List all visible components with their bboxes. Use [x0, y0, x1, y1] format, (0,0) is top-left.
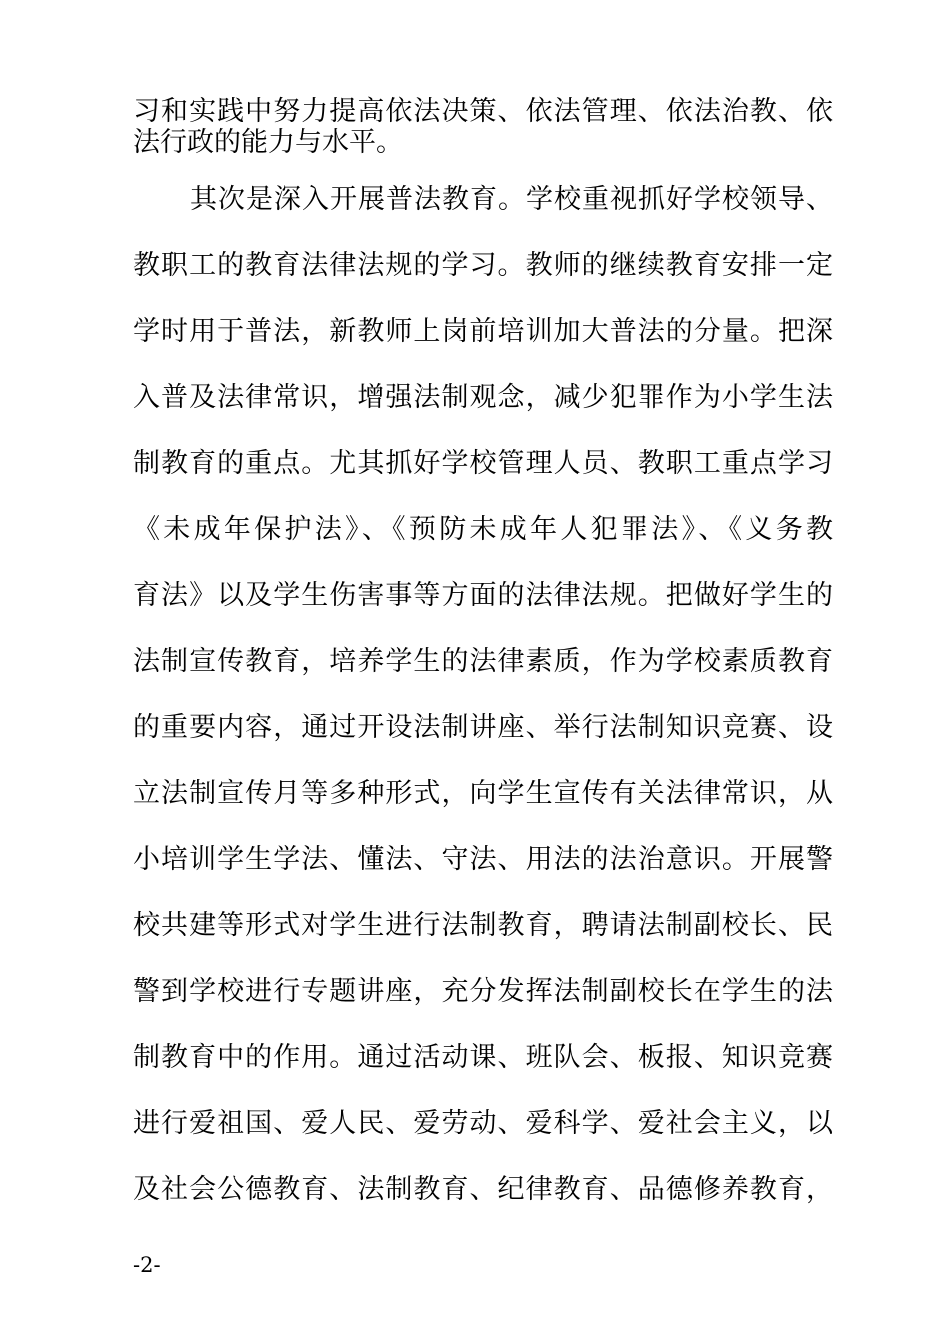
paragraph-2-line-5: 制教育的重点。尤其抓好学校管理人员、教职工重点学习	[133, 448, 833, 479]
paragraph-2-line-6: 《未成年保护法》、《预防未成年人犯罪法》、《义务教	[133, 514, 833, 545]
paragraph-1-line-1: 习和实践中努力提高依法决策、依法管理、依法治教、依	[133, 96, 833, 127]
paragraph-2-line-13: 警到学校进行专题讲座，充分发挥法制副校长在学生的法	[133, 976, 833, 1007]
page-number: -2-	[133, 1253, 161, 1277]
paragraph-2-line-7: 育法》以及学生伤害事等方面的法律法规。把做好学生的	[133, 580, 833, 611]
paragraph-2-line-12: 校共建等形式对学生进行法制教育，聘请法制副校长、民	[133, 910, 833, 941]
paragraph-2-line-3: 学时用于普法，新教师上岗前培训加大普法的分量。把深	[133, 316, 833, 347]
paragraph-2-line-2: 教职工的教育法律法规的学习。教师的继续教育安排一定	[133, 250, 833, 281]
paragraph-2-line-8: 法制宣传教育，培养学生的法律素质，作为学校素质教育	[133, 646, 833, 677]
paragraph-2-line-14: 制教育中的作用。通过活动课、班队会、板报、知识竞赛	[133, 1042, 833, 1073]
paragraph-1-line-2: 法行政的能力与水平。	[133, 127, 403, 158]
paragraph-2-line-9: 的重要内容，通过开设法制讲座、举行法制知识竞赛、设	[133, 712, 833, 743]
paragraph-2-line-11: 小培训学生学法、懂法、守法、用法的法治意识。开展警	[133, 844, 833, 875]
paragraph-2-line-1: 其次是深入开展普法教育。学校重视抓好学校领导、	[190, 184, 833, 215]
paragraph-2-line-10: 立法制宣传月等多种形式，向学生宣传有关法律常识，从	[133, 778, 833, 809]
paragraph-2-line-16: 及社会公德教育、法制教育、纪律教育、品德修养教育，	[133, 1174, 833, 1205]
paragraph-2-line-15: 进行爱祖国、爱人民、爱劳动、爱科学、爱社会主义，以	[133, 1108, 833, 1139]
paragraph-2-line-4: 入普及法律常识，增强法制观念，减少犯罪作为小学生法	[133, 382, 833, 413]
